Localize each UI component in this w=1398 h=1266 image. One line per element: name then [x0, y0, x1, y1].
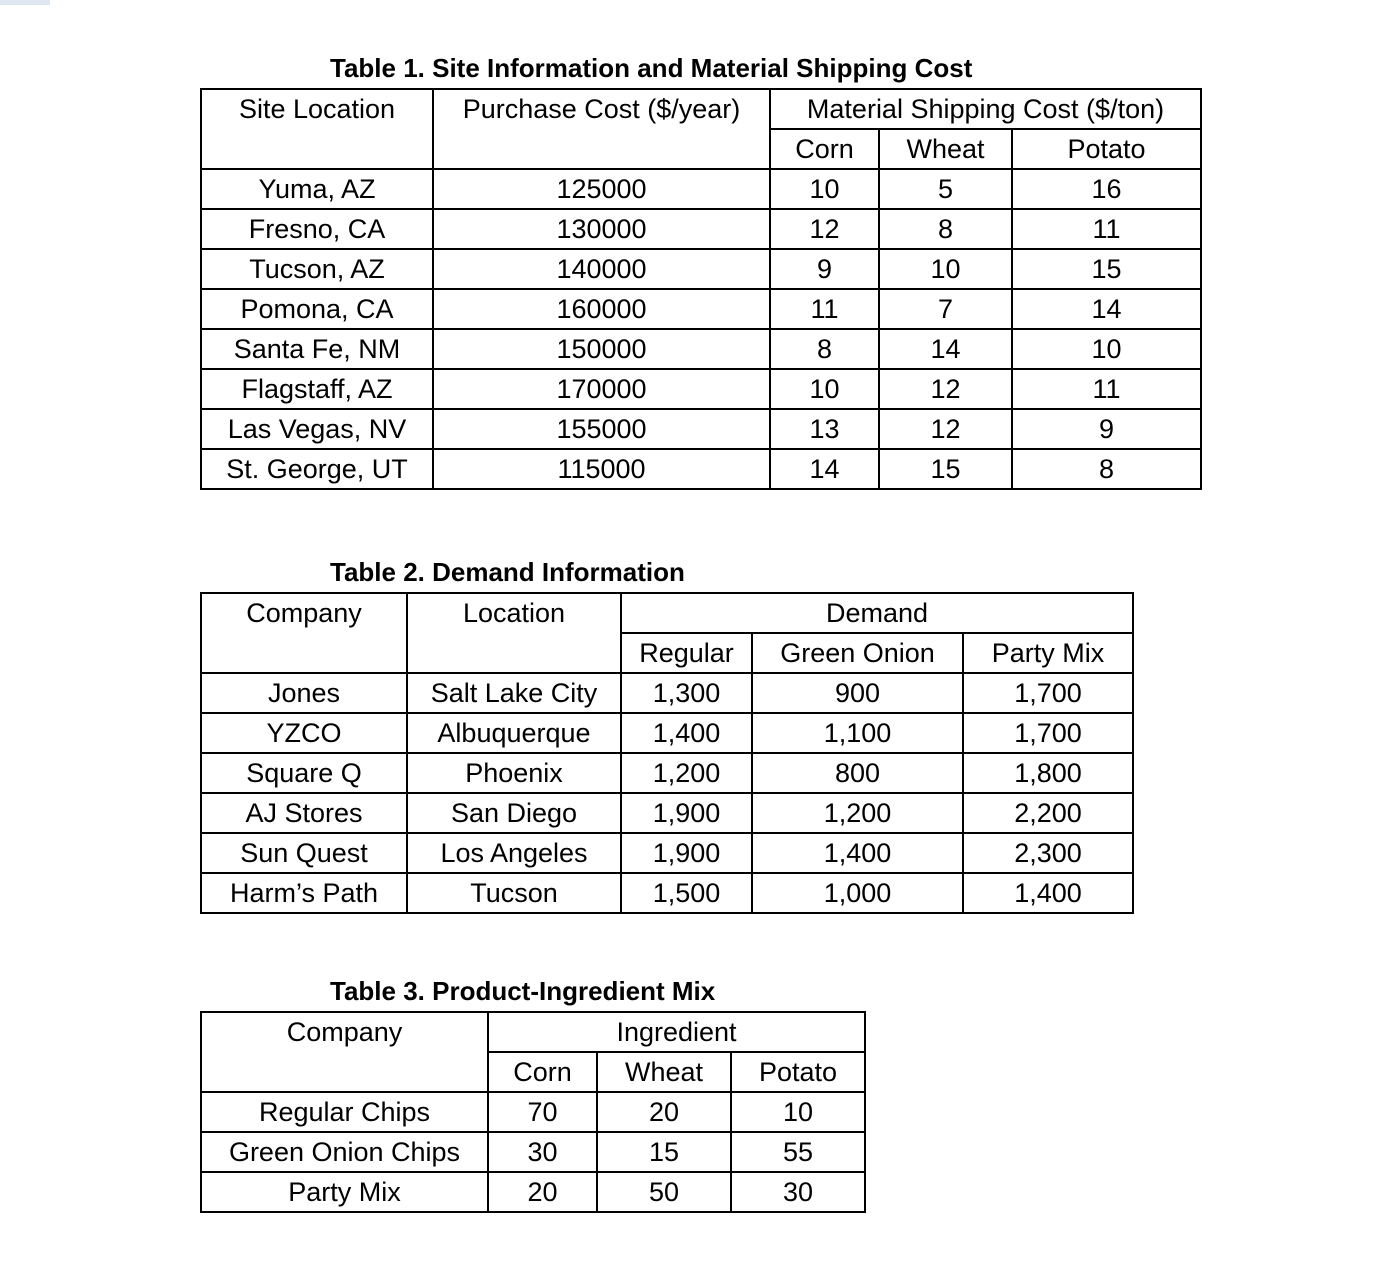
ingredient-header: Ingredient	[488, 1012, 865, 1052]
party-mix-demand-cell: 1,700	[963, 713, 1133, 753]
table-row	[201, 209, 1201, 249]
location-cell: Phoenix	[407, 753, 621, 793]
corn-header: Corn	[488, 1052, 597, 1092]
purchase-cost-cell: 130000	[433, 209, 770, 249]
party-mix-demand-cell: 1,700	[963, 673, 1133, 713]
purchase-cost-cell: 140000	[433, 249, 770, 289]
wheat-header: Wheat	[879, 129, 1012, 169]
potato-mix-cell: 30	[731, 1172, 865, 1212]
wheat-cost-cell: 12	[879, 369, 1012, 409]
table-row	[201, 249, 1201, 289]
table2-demand-info	[200, 592, 1134, 914]
table-row	[201, 833, 1133, 873]
corn-cost-cell: 12	[770, 209, 879, 249]
site-location-header: Site Location	[201, 89, 433, 129]
location-cell: Albuquerque	[407, 713, 621, 753]
table-row	[201, 409, 1201, 449]
table3-body	[201, 1092, 865, 1212]
party-mix-demand-cell: 1,800	[963, 753, 1133, 793]
table-row	[201, 673, 1133, 713]
table-row	[201, 1132, 865, 1172]
company-cell: Square Q	[201, 753, 407, 793]
site-location-cell: Pomona, CA	[201, 289, 433, 329]
purchase-cost-cell: 125000	[433, 169, 770, 209]
green-onion-header: Green Onion	[752, 633, 963, 673]
table2-title: Table 2. Demand Information	[330, 557, 685, 587]
company-cell: Jones	[201, 673, 407, 713]
table-row	[201, 169, 1201, 209]
location-header-spacer	[407, 633, 621, 673]
potato-cost-cell: 9	[1012, 409, 1201, 449]
regular-demand-cell: 1,200	[621, 753, 752, 793]
wheat-cost-cell: 14	[879, 329, 1012, 369]
wheat-mix-cell: 50	[597, 1172, 731, 1212]
purchase-cost-header-spacer	[433, 129, 770, 169]
company-header-spacer	[201, 1052, 488, 1092]
regular-demand-cell: 1,900	[621, 793, 752, 833]
table3-product-mix	[200, 1011, 866, 1213]
potato-cost-cell: 11	[1012, 369, 1201, 409]
regular-demand-cell: 1,300	[621, 673, 752, 713]
site-location-header-spacer	[201, 129, 433, 169]
location-header: Location	[407, 593, 621, 633]
table-row	[201, 713, 1133, 753]
green-onion-demand-cell: 900	[752, 673, 963, 713]
party-mix-demand-cell: 1,400	[963, 873, 1133, 913]
potato-cost-cell: 14	[1012, 289, 1201, 329]
company-header: Company	[201, 1012, 488, 1052]
potato-cost-cell: 10	[1012, 329, 1201, 369]
table-row	[201, 873, 1133, 913]
table-row	[201, 793, 1133, 833]
corn-cost-cell: 14	[770, 449, 879, 489]
company-cell: Harm’s Path	[201, 873, 407, 913]
company-header-spacer	[201, 633, 407, 673]
wheat-header: Wheat	[597, 1052, 731, 1092]
green-onion-demand-cell: 1,200	[752, 793, 963, 833]
company-cell: AJ Stores	[201, 793, 407, 833]
potato-header: Potato	[1012, 129, 1201, 169]
party-mix-demand-cell: 2,200	[963, 793, 1133, 833]
wheat-cost-cell: 12	[879, 409, 1012, 449]
purchase-cost-header: Purchase Cost ($/year)	[433, 89, 770, 129]
table-row	[201, 1092, 865, 1132]
company-cell: Sun Quest	[201, 833, 407, 873]
green-onion-demand-cell: 1,000	[752, 873, 963, 913]
regular-demand-cell: 1,500	[621, 873, 752, 913]
table1-body	[201, 169, 1201, 489]
purchase-cost-cell: 115000	[433, 449, 770, 489]
wheat-cost-cell: 15	[879, 449, 1012, 489]
corn-cost-cell: 10	[770, 169, 879, 209]
wheat-mix-cell: 20	[597, 1092, 731, 1132]
potato-header: Potato	[731, 1052, 865, 1092]
site-location-cell: Fresno, CA	[201, 209, 433, 249]
wheat-mix-cell: 15	[597, 1132, 731, 1172]
corn-cost-cell: 10	[770, 369, 879, 409]
corn-cost-cell: 11	[770, 289, 879, 329]
potato-cost-cell: 16	[1012, 169, 1201, 209]
table-row	[201, 289, 1201, 329]
corn-header: Corn	[770, 129, 879, 169]
potato-cost-cell: 15	[1012, 249, 1201, 289]
wheat-cost-cell: 10	[879, 249, 1012, 289]
corn-mix-cell: 70	[488, 1092, 597, 1132]
green-onion-demand-cell: 1,400	[752, 833, 963, 873]
potato-cost-cell: 11	[1012, 209, 1201, 249]
table-row	[201, 369, 1201, 409]
regular-demand-cell: 1,400	[621, 713, 752, 753]
potato-cost-cell: 8	[1012, 449, 1201, 489]
site-location-cell: Yuma, AZ	[201, 169, 433, 209]
wheat-cost-cell: 8	[879, 209, 1012, 249]
location-cell: San Diego	[407, 793, 621, 833]
product-cell: Party Mix	[201, 1172, 488, 1212]
corner-mark	[0, 0, 50, 5]
regular-header: Regular	[621, 633, 752, 673]
purchase-cost-cell: 150000	[433, 329, 770, 369]
table1-title: Table 1. Site Information and Material Shipping Cost	[330, 53, 973, 83]
corn-mix-cell: 20	[488, 1172, 597, 1212]
table-row	[201, 449, 1201, 489]
company-cell: YZCO	[201, 713, 407, 753]
potato-mix-cell: 10	[731, 1092, 865, 1132]
site-location-cell: Flagstaff, AZ	[201, 369, 433, 409]
corn-cost-cell: 8	[770, 329, 879, 369]
party-mix-demand-cell: 2,300	[963, 833, 1133, 873]
table-row	[201, 1172, 865, 1212]
table3-title: Table 3. Product-Ingredient Mix	[330, 976, 716, 1006]
company-header: Company	[201, 593, 407, 633]
potato-mix-cell: 55	[731, 1132, 865, 1172]
site-location-cell: St. George, UT	[201, 449, 433, 489]
location-cell: Tucson	[407, 873, 621, 913]
table2-body	[201, 673, 1133, 913]
table-row	[201, 329, 1201, 369]
demand-header: Demand	[621, 593, 1133, 633]
product-cell: Green Onion Chips	[201, 1132, 488, 1172]
table1-site-info	[200, 88, 1202, 490]
product-cell: Regular Chips	[201, 1092, 488, 1132]
site-location-cell: Santa Fe, NM	[201, 329, 433, 369]
purchase-cost-cell: 155000	[433, 409, 770, 449]
location-cell: Los Angeles	[407, 833, 621, 873]
purchase-cost-cell: 160000	[433, 289, 770, 329]
wheat-cost-cell: 5	[879, 169, 1012, 209]
regular-demand-cell: 1,900	[621, 833, 752, 873]
site-location-cell: Las Vegas, NV	[201, 409, 433, 449]
corn-cost-cell: 13	[770, 409, 879, 449]
green-onion-demand-cell: 1,100	[752, 713, 963, 753]
purchase-cost-cell: 170000	[433, 369, 770, 409]
corn-mix-cell: 30	[488, 1132, 597, 1172]
corn-cost-cell: 9	[770, 249, 879, 289]
green-onion-demand-cell: 800	[752, 753, 963, 793]
party-mix-header: Party Mix	[963, 633, 1133, 673]
table-row	[201, 753, 1133, 793]
shipping-cost-header: Material Shipping Cost ($/ton)	[770, 89, 1201, 129]
location-cell: Salt Lake City	[407, 673, 621, 713]
wheat-cost-cell: 7	[879, 289, 1012, 329]
site-location-cell: Tucson, AZ	[201, 249, 433, 289]
